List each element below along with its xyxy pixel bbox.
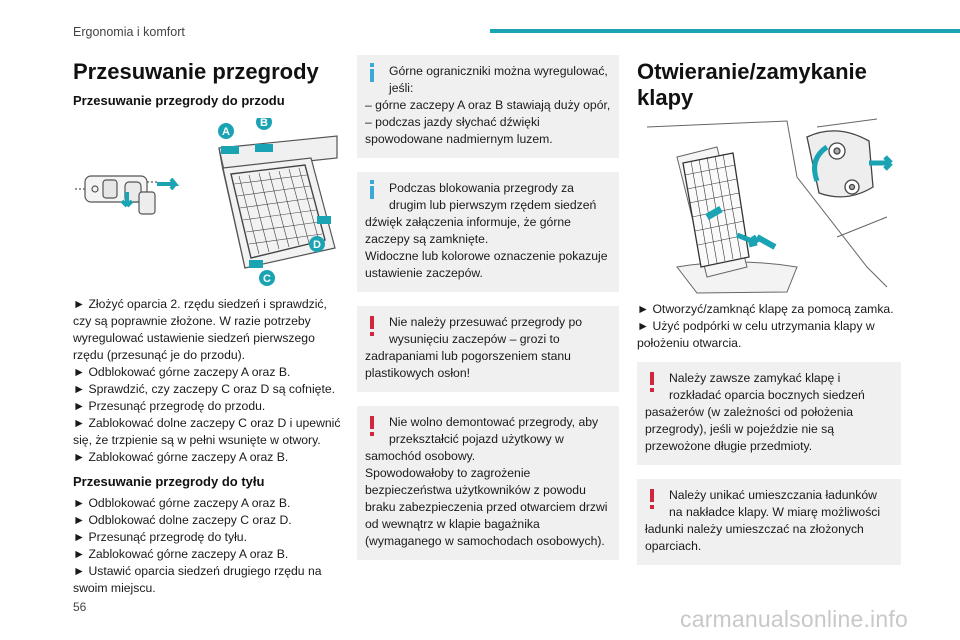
instruction-step: ► Ustawić oparcia siedzeń drugiego rzędu na swoim miejscu. <box>73 564 322 595</box>
partition-diagram <box>73 118 341 288</box>
note-text: Górne ograniczniki można wyregulować, jeśli: <box>389 64 608 95</box>
subsection-title-front: Przesuwanie przegrody do przodu <box>73 93 285 108</box>
label-b: B <box>260 118 268 129</box>
section-title: Przesuwanie przegrody <box>73 59 319 84</box>
flap-diagram <box>637 117 901 295</box>
instruction-step: ► Przesunąć przegrodę do przodu. <box>73 399 266 413</box>
note-text: Należy zawsze zamykać klapę i rozkładać oparcia bocznych siedzeń <box>669 371 865 402</box>
note-text: Podczas blokowania przegrody za drugim lub pierwszym rzędem siedzeń <box>389 181 597 212</box>
instruction-step: ► Zablokować górne zaczepy A oraz B. <box>73 450 289 464</box>
note-text: – podczas jazdy słychać dźwięki spowodowane nadmiernym luzem. <box>365 115 553 146</box>
column-flap <box>637 55 901 579</box>
warning-note-load <box>637 479 901 565</box>
note-text: ładunki należy umieszczać na złożonych oparciach. <box>645 522 864 553</box>
section-title: Otwieranie/zamykanie klapy <box>637 59 867 110</box>
note-text: Widoczne lub kolorowe oznaczenie pokazuje ustawienie zaczepów. <box>365 249 608 280</box>
warning-icon <box>647 489 659 511</box>
note-text: dźwięk załączenia informuje, że górne zaczepy są zamknięte. <box>365 215 571 246</box>
instruction-step: ► Odblokować dolne zaczepy C oraz D. <box>73 513 292 527</box>
front-instructions <box>73 296 341 466</box>
header-accent-bar <box>490 29 960 33</box>
warning-note-close-flap <box>637 362 901 465</box>
instruction-step: ► Zablokować dolne zaczepy C oraz D i upewnić się, że trzpienie są w pełni wsunięte w otwory. <box>73 416 341 447</box>
warning-icon <box>367 316 379 338</box>
note-text: zadrapaniami lub pogorszeniem stanu plastikowych osłon! <box>365 349 571 380</box>
instruction-step: ► Sprawdzić, czy zaczepy C oraz D są cofnięte. <box>73 382 336 396</box>
flap-illustration <box>637 117 901 295</box>
info-icon <box>367 65 379 87</box>
label-a: A <box>222 126 230 138</box>
label-d: D <box>313 239 321 251</box>
instruction-step: ► Użyć podpórki w celu utrzymania klapy w położeniu otwarcia. <box>637 319 875 350</box>
column-partition-moving <box>73 55 341 597</box>
instruction-step: ► Odblokować górne zaczepy A oraz B. <box>73 365 291 379</box>
warning-note-dismount <box>357 406 619 560</box>
instruction-step: ► Złożyć oparcia 2. rzędu siedzeń i sprawdzić, czy są poprawnie złożone. W razie potrzeby wyregulować ustawienie siedzeń pierwszego rzędu (przesunąć je do przodu). <box>73 297 327 362</box>
instruction-step: ► Zablokować górne zaczepy A oraz B. <box>73 547 289 561</box>
instruction-step: ► Odblokować górne zaczepy A oraz B. <box>73 496 291 510</box>
partition-illustration <box>73 118 341 288</box>
instruction-step: ► Otworzyć/zamknąć klapę za pomocą zamka. <box>637 302 894 316</box>
warning-icon <box>647 372 659 394</box>
info-note-stops <box>357 55 619 158</box>
note-text: Spowodowałoby to zagrożenie bezpieczeństwa użytkowników z powodu braku zabezpieczenia przed otwarciem drzwi od wewnątrz w klapie bagażnika (wymaganego w samochodach osobowych). <box>365 466 608 548</box>
warning-icon <box>367 416 379 438</box>
subsection-title-back: Przesuwanie przegrody do tyłu <box>73 474 265 489</box>
info-note-locking <box>357 172 619 292</box>
note-text: Należy unikać umieszczania ładunków na nakładce klapy. W miarę możliwości <box>669 488 881 519</box>
back-instructions <box>73 495 341 597</box>
page-number: 56 <box>73 600 87 614</box>
note-text: pasażerów (w zależności od położenia przegrody), jeśli w pojeździe nie są przewożone długie przedmioty. <box>645 405 853 453</box>
section-header: Ergonomia i komfort <box>73 25 185 39</box>
warning-note-scratches <box>357 306 619 392</box>
column-notes <box>357 55 619 574</box>
instruction-step: ► Przesunąć przegrodę do tyłu. <box>73 530 247 544</box>
note-text: – górne zaczepy A oraz B stawiają duży opór, <box>365 98 611 112</box>
note-text: Nie wolno demontować przegrody, aby przekształcić pojazd użytkowy w <box>389 415 599 446</box>
label-c: C <box>263 273 271 285</box>
watermark: carmanualsonline.info <box>680 606 908 632</box>
note-text: Nie należy przesuwać przegrody po wysunięciu zaczepów – grozi to <box>389 315 583 346</box>
flap-instructions <box>637 301 901 352</box>
note-text: samochód osobowy. <box>365 449 476 463</box>
info-icon <box>367 182 379 204</box>
